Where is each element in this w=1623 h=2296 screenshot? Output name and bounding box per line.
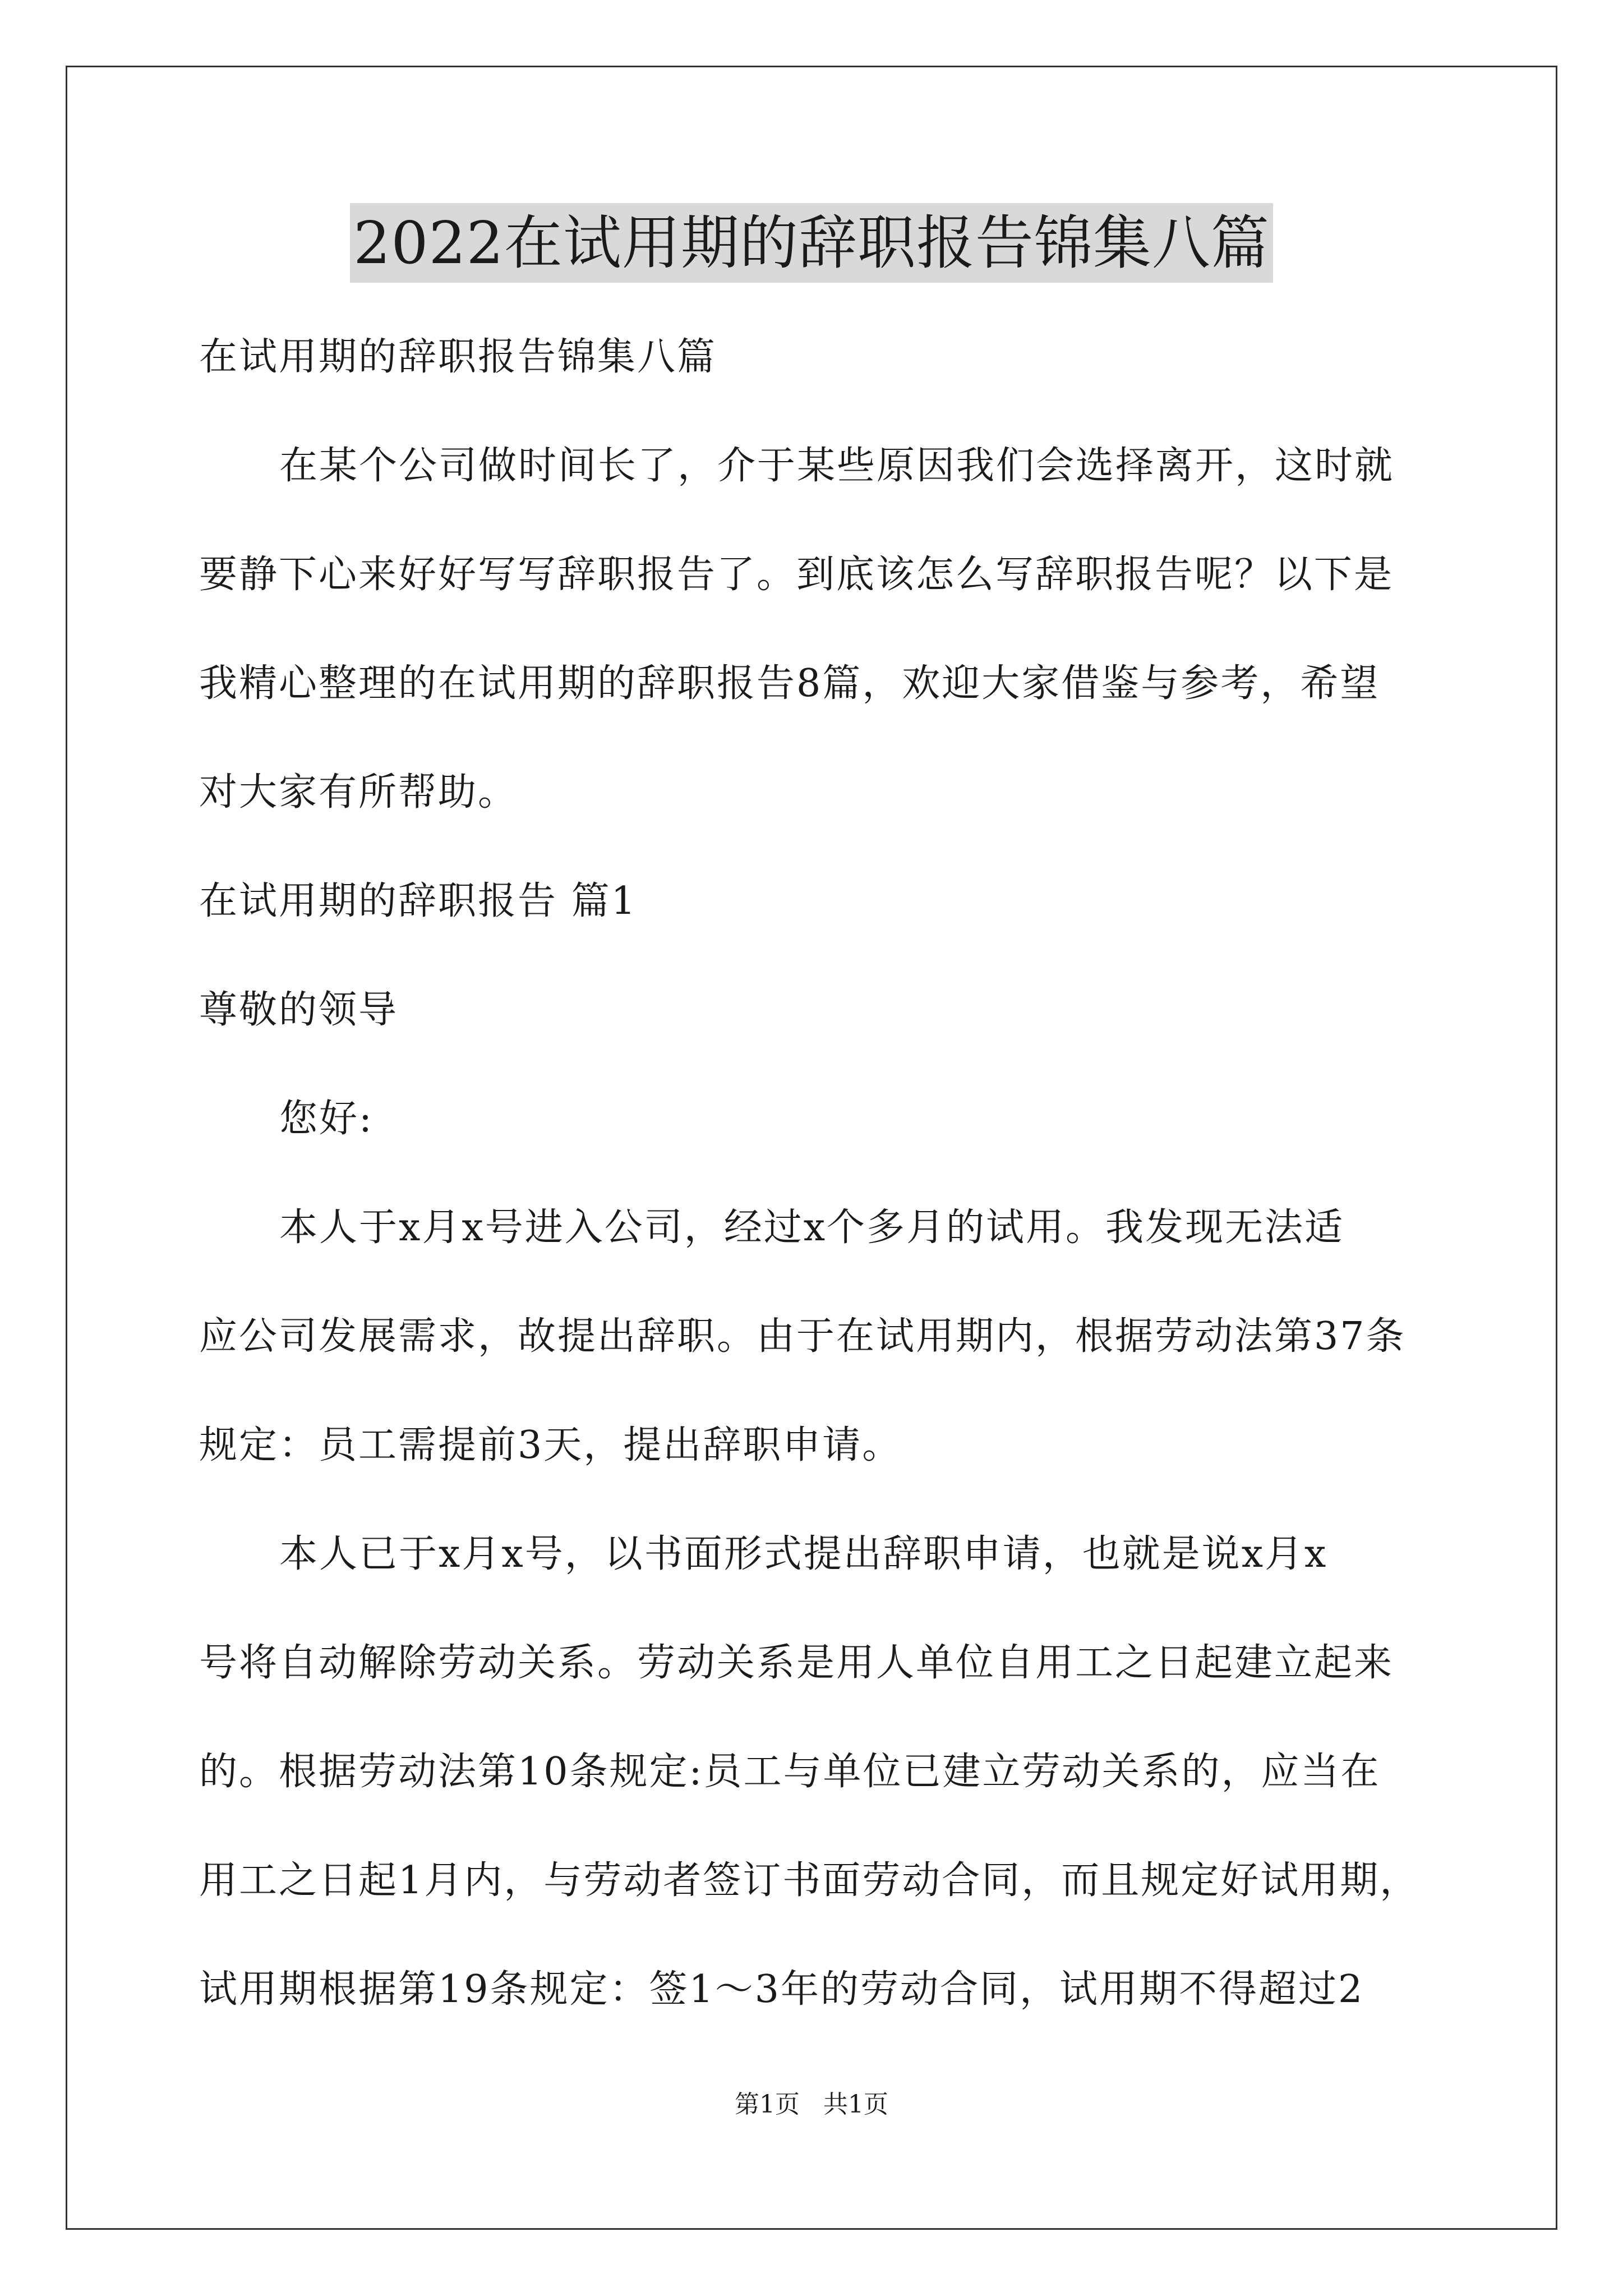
- text-line: 在某个公司做时间长了，介于某些原因我们会选择离开，这时就: [279, 444, 1395, 488]
- document-body: [199, 303, 1433, 2044]
- text-line: 您好:: [279, 1097, 374, 1141]
- title-container: [0, 203, 1623, 283]
- text-line: 尊敬的领导: [199, 988, 399, 1032]
- document-title: 2022在试用期的辞职报告锦集八篇: [350, 203, 1273, 283]
- text-line: 本人已于x月x号，以书面形式提出辞职申请，也就是说x月x: [279, 1532, 1328, 1576]
- text-line: 的。根据劳动法第10条规定:员工与单位已建立劳动关系的，应当在: [199, 1750, 1381, 1794]
- text-line: 在试用期的辞职报告锦集八篇: [199, 335, 717, 379]
- text-line: 用工之日起1月内，与劳动者签订书面劳动合同，而且规定好试用期，: [199, 1858, 1420, 1903]
- page-footer: 第1页 共1页: [735, 2090, 888, 2119]
- text-line: 对大家有所帮助。: [199, 770, 518, 815]
- text-line: 要静下心来好好写写辞职报告了。到底该怎么写辞职报告呢？以下是: [199, 553, 1394, 597]
- text-line: 规定：员工需提前3天，提出辞职申请。: [199, 1423, 902, 1467]
- text-line: 在试用期的辞职报告 篇1: [199, 879, 637, 923]
- text-line: 应公司发展需求，故提出辞职。由于在试用期内，根据劳动法第37条: [199, 1314, 1406, 1359]
- text-line: 我精心整理的在试用期的辞职报告8篇，欢迎大家借鉴与参考，希望: [199, 661, 1380, 706]
- text-line: 试用期根据第19条规定：签1～3年的劳动合同，试用期不得超过2: [199, 1967, 1364, 2012]
- text-line: 本人于x月x号进入公司，经过x个多月的试用。我发现无法适: [279, 1205, 1345, 1250]
- text-line: 号将自动解除劳动关系。劳动关系是用人单位自用工之日起建立起来: [199, 1641, 1394, 1685]
